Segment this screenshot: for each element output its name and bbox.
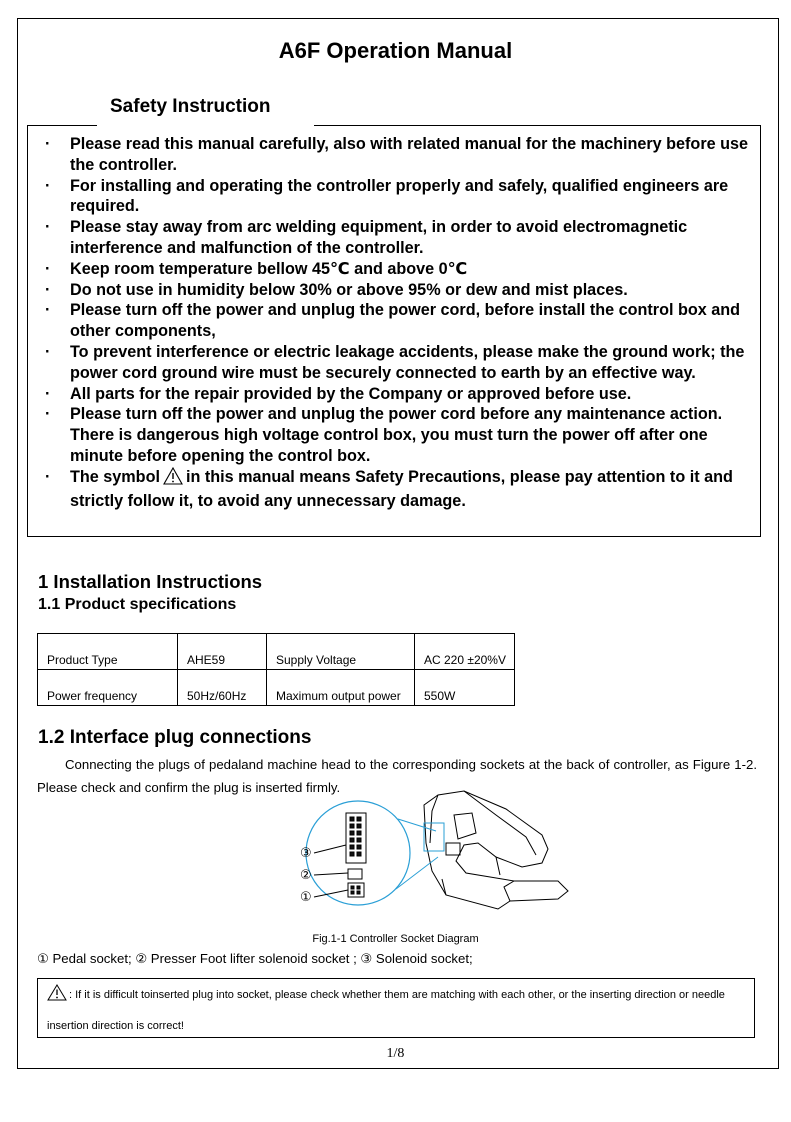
safety-item: · Do not use in humidity below 30% or above 95% or dew and mist places.	[45, 280, 628, 299]
spec-table	[37, 633, 515, 706]
table-cell: AHE59	[178, 634, 267, 670]
section-1-2-heading: 1.2 Interface plug connections	[38, 727, 312, 748]
figure-caption: Fig.1-1 Controller Socket Diagram	[312, 933, 479, 945]
section-1-heading: 1 Installation Instructions	[38, 571, 263, 592]
safety-list	[40, 134, 755, 511]
safety-item: · To prevent interference or electric leakage accidents, please make the ground work; the power cord ground wire must be securely connected to earth by an effective way.	[45, 342, 745, 382]
safety-item: · Keep room temperature bellow 45℃ and above 0℃	[45, 259, 468, 278]
safety-item: · Please turn off the power and unplug the power cord before any maintenance action. There is dangerous high voltage control box, you must turn the power off after one minute before opening the control box.	[45, 405, 723, 465]
label-socket-2: ②	[300, 868, 312, 883]
page-number: 1/8	[386, 1046, 405, 1061]
document-title: A6F Operation Manual	[278, 38, 513, 63]
safety-item: · Please stay away from arc welding equipment, in order to avoid electromagnetic interference and malfunction of the controller.	[45, 218, 688, 257]
note-prefix: :	[69, 989, 73, 1001]
warning-triangle-icon	[47, 984, 67, 1012]
table-cell: 550W	[415, 670, 515, 706]
table-cell: AC 220 ±20%V	[415, 634, 515, 670]
machine-head-illustration	[424, 791, 568, 909]
safety-heading: Safety Instruction	[110, 96, 271, 117]
safety-item: · Please turn off the power and unplug the power cord, before install the control box and other components,	[45, 301, 741, 341]
warning-note	[37, 978, 755, 1038]
safety-item: · All parts for the repair provided by the Company or approved before use.	[45, 384, 632, 403]
zoom-circle	[306, 801, 444, 905]
safety-item: · For installing and operating the controller properly and safely, qualified engineers are required.	[45, 176, 729, 216]
table-cell: 50Hz/60Hz	[178, 670, 267, 706]
socket-number-labels	[300, 846, 312, 905]
table-cell: Product Type	[38, 634, 178, 670]
socket-legend: ① Pedal socket; ② Presser Foot lifter solenoid socket ; ③ Solenoid socket;	[37, 951, 473, 966]
warning-triangle-icon	[163, 467, 183, 491]
label-socket-3: ③	[300, 846, 312, 861]
connection-paragraph: Connecting the plugs of pedaland machine head to the corresponding sockets at the back of controller, as Figure 1-2. Please check and confirm the plug is inserted firmly.	[37, 757, 757, 795]
safety-item: · Please read this manual carefully, also with related manual for the machinery before use the controller.	[45, 135, 749, 174]
safety-item: · The symbol in this manual means Safety Precautions, please pay attention to it and strictly follow it, to avoid any unnecessary damage.	[45, 467, 733, 510]
table-row	[38, 634, 515, 670]
table-cell: Maximum output power	[267, 670, 415, 706]
table-cell: Power frequency	[38, 670, 178, 706]
table-cell: Supply Voltage	[267, 634, 415, 670]
note-text: If it is difficult toinserted plug into socket, please check whether them are matching with each other, or the inserting direction or needle insertion direction is correct!	[47, 989, 725, 1032]
controller-socket-diagram	[296, 783, 572, 917]
table-row	[38, 670, 515, 706]
label-socket-1: ①	[300, 890, 312, 905]
socket-connectors	[314, 813, 366, 897]
section-1-1-heading: 1.1 Product specifications	[38, 596, 237, 613]
